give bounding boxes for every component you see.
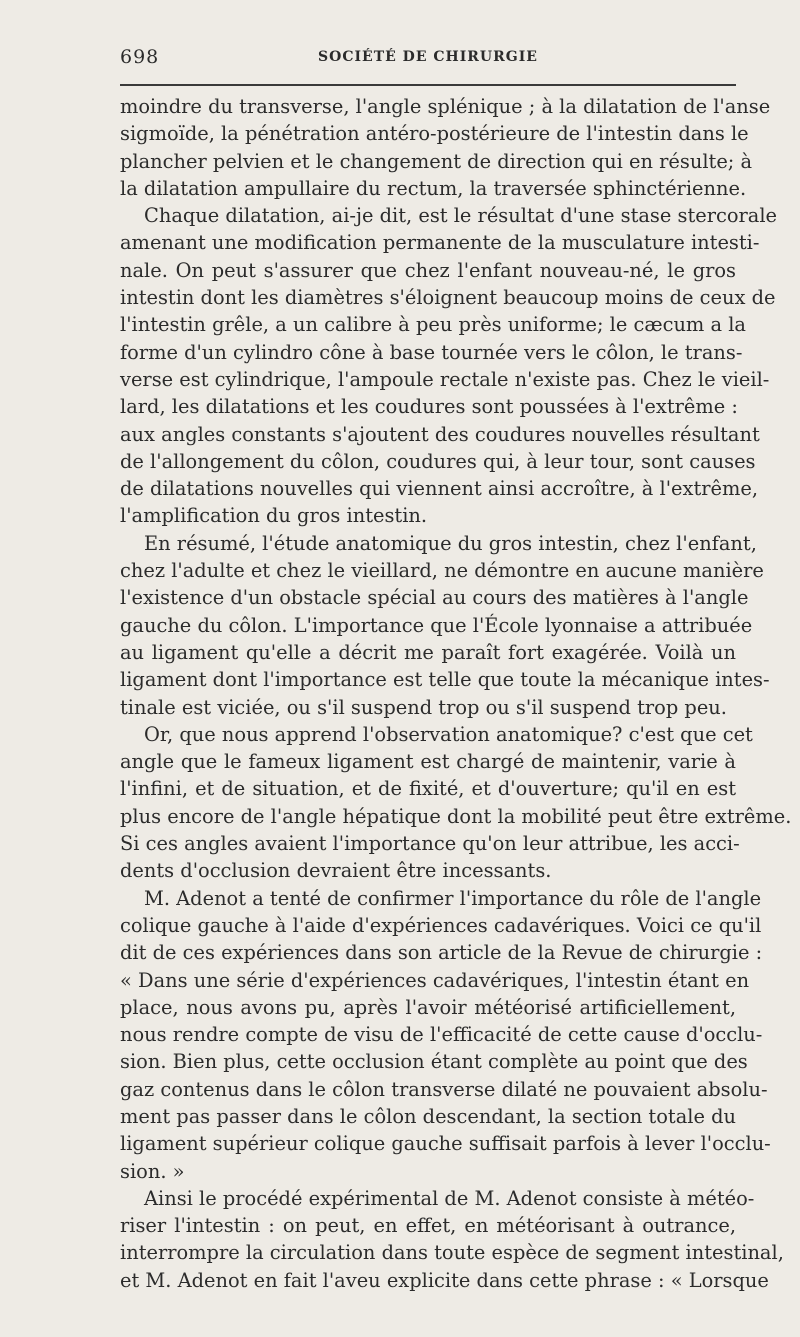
text-line: M. Adenot a tenté de confirmer l'importance du rôle de l'angle [144,886,762,910]
text-line: plancher pelvien et le changement de direction qui en résulte; à [120,149,753,173]
text-line: « Dans une série d'expériences cadavériques, l'intestin étant en [120,968,750,992]
text-line: riser l'intestin : on peut, en effet, en météorisant à outrance, [120,1214,736,1238]
text-line: et M. Adenot en fait l'aveu explicite dans cette phrase : « Lorsque [120,1268,769,1292]
text-line: sion. Bien plus, cette occlusion étant complète au point que des [120,1050,748,1074]
text-line: colique gauche à l'aide d'expériences cadavériques. Voici ce qu'il [120,913,762,937]
text-line: Si ces angles avaient l'importance qu'on leur attribue, les acci- [120,832,740,856]
page-number: 698 [120,46,160,68]
text-line: gauche du côlon. L'importance que l'École lyonnaise a attribuée [120,613,753,637]
text-line: Ainsi le procédé expérimental de M. Adenot consiste à météo- [144,1186,755,1210]
text-line: la dilatation ampullaire du rectum, la traversée sphinctérienne. [120,176,747,200]
page-header [120,40,736,70]
text-line: lard, les dilatations et les coudures sont poussées à l'extrême : [120,395,738,419]
text-line: forme d'un cylindro cône à base tournée vers le côlon, le trans- [120,340,743,364]
text-line: l'existence d'un obstacle spécial au cours des matières à l'angle [120,586,749,610]
text-line: ligament dont l'importance est telle que toute la mécanique intes- [120,668,770,692]
text-line: place, nous avons pu, après l'avoir météorisé artificiellement, [120,995,736,1019]
text-line: plus encore de l'angle hépatique dont la mobilité peut être extrême. [120,804,792,828]
text-line: tinale est viciée, ou s'il suspend trop ou s'il suspend trop peu. [120,695,727,719]
text-line: amenant une modification permanente de la musculature intesti- [120,231,760,255]
running-title: SOCIÉTÉ DE CHIRURGIE [318,49,538,65]
text-line: En résumé, l'étude anatomique du gros intestin, chez l'enfant, [144,531,757,555]
text-line: sigmoïde, la pénétration antéro-postérieure de l'intestin dans le [120,122,749,146]
text-line: dents d'occlusion devraient être incessants. [120,859,552,883]
header-rule [120,84,736,86]
text-line: ligament supérieur colique gauche suffisait parfois à lever l'occlu- [120,1132,771,1156]
text-line: l'infini, et de situation, et de fixité, et d'ouverture; qu'il en est [120,777,736,801]
text-line: de dilatations nouvelles qui viennent ainsi accroître, à l'extrême, [120,477,759,501]
text-line: interrompre la circulation dans toute espèce de segment intestinal, [120,1241,784,1265]
text-line: chez l'adulte et chez le vieillard, ne démontre en aucune manière [120,559,764,583]
body-text [120,93,792,1294]
text-line: nale. On peut s'assurer que chez l'enfant nouveau-né, le gros [120,258,736,282]
text-line: aux angles constants s'ajoutent des coudures nouvelles résultant [120,422,760,446]
text-line: moindre du transverse, l'angle splénique ; à la dilatation de l'anse [120,95,771,118]
text-line-with-citation: dit de ces expériences dans son article de la Revue de chirurgie : [120,941,763,965]
text-line: l'intestin grêle, a un calibre à peu près uniforme; le cæcum a la [120,313,746,337]
text-line: verse est cylindrique, l'ampoule rectale n'existe pas. Chez le vieil- [120,367,770,391]
text-line: intestin dont les diamètres s'éloignent beaucoup moins de ceux de [120,286,776,310]
text-line: angle que le fameux ligament est chargé de maintenir, varie à [120,750,736,774]
text-line: l'amplification du gros intestin. [120,504,428,528]
text-line: gaz contenus dans le côlon transverse dilaté ne pouvaient absolu- [120,1077,768,1101]
text-line: de l'allongement du côlon, coudures qui, à leur tour, sont causes [120,449,756,473]
text-line: nous rendre compte de visu de l'efficacité de cette cause d'occlu- [120,1023,763,1047]
text-line: ment pas passer dans le côlon descendant, la section totale du [120,1104,736,1128]
text-line: Or, que nous apprend l'observation anatomique? c'est que cet [144,722,753,746]
text-line: sion. » [120,1159,185,1183]
text-line: au ligament qu'elle a décrit me paraît fort exagérée. Voilà un [120,640,736,664]
text-line: Chaque dilatation, ai-je dit, est le résultat d'une stase stercorale [144,204,778,228]
